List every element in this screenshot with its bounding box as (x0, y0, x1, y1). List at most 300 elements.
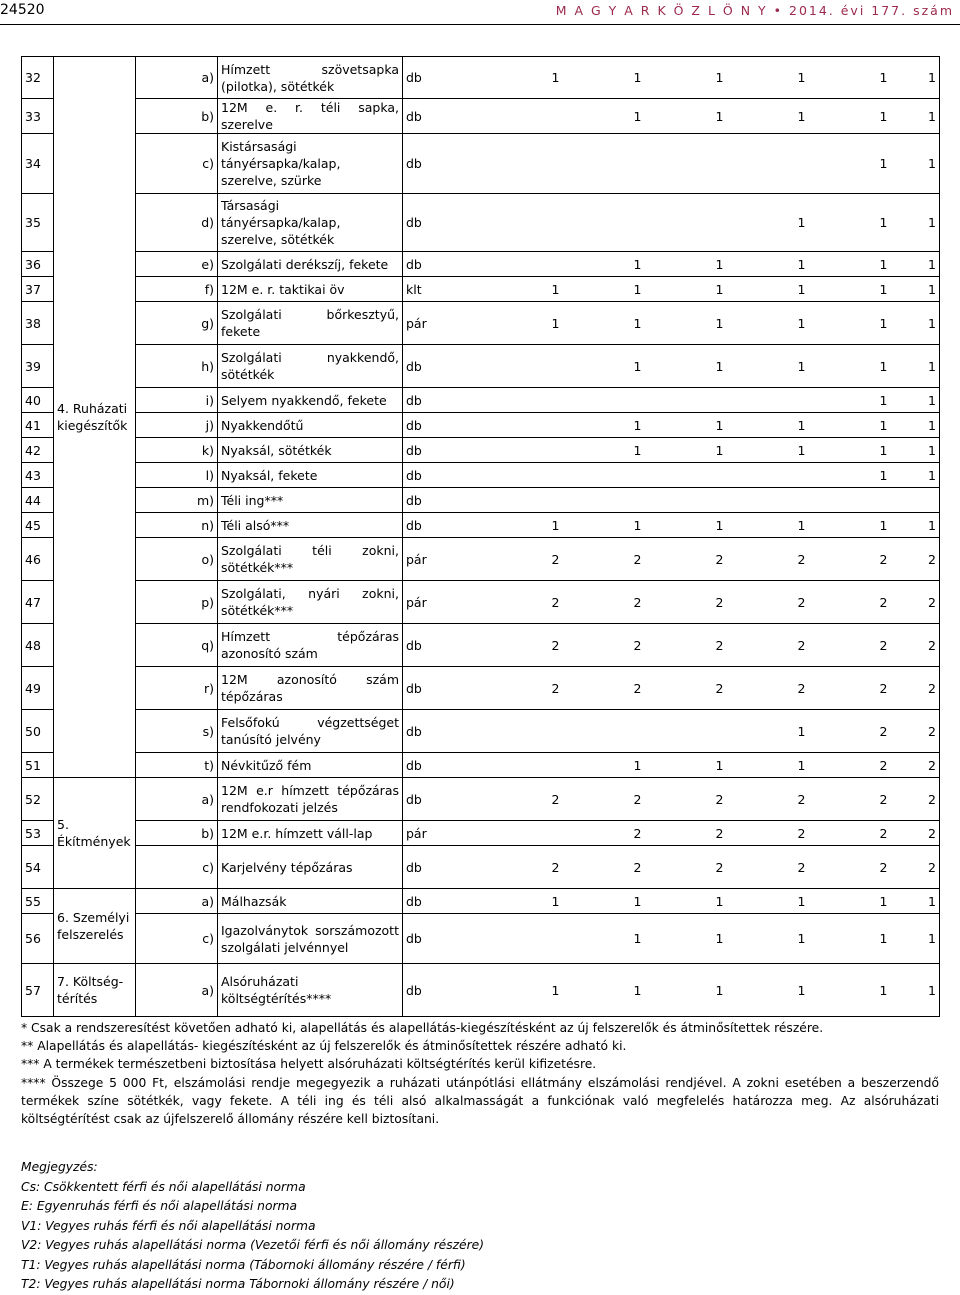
norm-quantity: 1 (563, 277, 645, 302)
norm-quantity: 1 (645, 345, 727, 388)
item-unit: db (403, 388, 481, 413)
table-body (22, 57, 940, 1017)
row-number: 44 (22, 488, 54, 513)
norm-quantity: 1 (809, 388, 891, 413)
row-number: 43 (22, 463, 54, 488)
item-description: Szolgálati, nyári zokni, sötétkék*** (218, 581, 403, 624)
norm-quantity (645, 463, 727, 488)
norm-quantity: 1 (809, 914, 891, 964)
item-letter: b) (136, 99, 218, 134)
norm-quantity: 1 (645, 277, 727, 302)
norm-quantity: 2 (645, 624, 727, 667)
item-description: Alsóruházati költségtérítés**** (218, 964, 403, 1017)
item-letter: i) (136, 388, 218, 413)
item-description: Névkitűző fém (218, 753, 403, 778)
norm-quantity: 1 (809, 252, 891, 277)
item-description: Hímzett szövetsapka (pilotka), sötétkék (218, 57, 403, 99)
table-row (22, 513, 940, 538)
norm-quantity (563, 388, 645, 413)
norm-quantity: 1 (809, 345, 891, 388)
norm-quantity: 1 (727, 710, 809, 753)
item-letter: g) (136, 302, 218, 345)
item-unit: pár (403, 581, 481, 624)
norm-quantity (727, 463, 809, 488)
norm-quantity (563, 134, 645, 194)
table-row (22, 778, 940, 821)
row-number: 56 (22, 914, 54, 964)
table-row (22, 581, 940, 624)
norm-quantity: 2 (891, 821, 940, 846)
footnote-2: ** Alapellátás és alapellátás- kiegészítésként az új felszerelők és átminősítettek részére adható ki. (21, 1039, 627, 1054)
norm-quantity: 2 (563, 667, 645, 710)
norm-quantity: 1 (891, 438, 940, 463)
norm-quantity: 1 (563, 438, 645, 463)
item-unit: db (403, 413, 481, 438)
norm-quantity: 1 (645, 57, 727, 99)
row-number: 35 (22, 194, 54, 252)
norm-quantity: 1 (645, 99, 727, 134)
norm-quantity (481, 413, 563, 438)
item-description: Szolgálati bőrkesztyű, fekete (218, 302, 403, 345)
remark-item: V2: Vegyes ruhás alapellátási norma (Vezetői férfi és női állomány részére) (21, 1238, 485, 1252)
remark-item: T1: Vegyes ruhás alapellátási norma (Tábornoki állomány részére / férfi) (21, 1257, 466, 1272)
norm-quantity: 2 (727, 581, 809, 624)
row-number: 36 (22, 252, 54, 277)
norm-quantity: 1 (727, 753, 809, 778)
row-number: 39 (22, 345, 54, 388)
item-letter: c) (136, 914, 218, 964)
norm-quantity: 1 (481, 302, 563, 345)
norm-quantity: 1 (809, 277, 891, 302)
norm-quantity: 1 (809, 99, 891, 134)
norm-quantity (563, 194, 645, 252)
norm-quantity: 1 (891, 277, 940, 302)
norm-quantity: 1 (891, 889, 940, 914)
table-row (22, 99, 940, 134)
norm-quantity: 1 (727, 438, 809, 463)
item-letter: k) (136, 438, 218, 463)
norm-quantity: 1 (727, 252, 809, 277)
row-number: 57 (22, 964, 54, 1017)
norm-quantity: 1 (727, 57, 809, 99)
norm-quantity: 1 (891, 413, 940, 438)
footnote-4: **** Összege 5 000 Ft, elszámolási rendje megegyezik a ruházati utánpótlási ellátmány elszámolási rendjével. A zokni esetében a beszerzendő termékek színe sötétkék, vagy fekete. A téli ing és téli alsó alkalmasságát a funkciónak való megfelelés határozza meg. Az alsóruházati költségtérítést csak az újfelszerelő állomány részére kell biztosítani. (21, 1075, 939, 1127)
norm-quantity (481, 710, 563, 753)
item-letter: j) (136, 413, 218, 438)
norm-quantity: 2 (481, 581, 563, 624)
item-description: Nyakkendőtű (218, 413, 403, 438)
item-letter: d) (136, 194, 218, 252)
norm-quantity (645, 488, 727, 513)
table-row (22, 134, 940, 194)
norm-quantity (481, 438, 563, 463)
norm-quantity: 1 (891, 302, 940, 345)
norm-quantity: 2 (645, 778, 727, 821)
norm-quantity: 1 (809, 194, 891, 252)
norm-quantity: 1 (891, 964, 940, 1017)
table-row (22, 538, 940, 581)
item-letter: t) (136, 753, 218, 778)
norm-quantity: 1 (563, 964, 645, 1017)
norm-quantity: 2 (563, 778, 645, 821)
group-name: 5. Ékítmények (54, 778, 136, 889)
norm-quantity: 2 (809, 753, 891, 778)
norm-quantity: 2 (809, 667, 891, 710)
norm-quantity: 2 (645, 667, 727, 710)
item-letter: a) (136, 889, 218, 914)
item-description: Málhazsák (218, 889, 403, 914)
item-description: Nyaksál, fekete (218, 463, 403, 488)
norm-quantity: 1 (891, 194, 940, 252)
norm-quantity: 1 (481, 889, 563, 914)
table-row (22, 624, 940, 667)
norm-quantity: 2 (481, 778, 563, 821)
norm-quantity: 2 (809, 846, 891, 889)
norm-quantity (481, 252, 563, 277)
row-number: 52 (22, 778, 54, 821)
row-number: 53 (22, 821, 54, 846)
norm-quantity: 1 (563, 345, 645, 388)
item-unit: db (403, 99, 481, 134)
item-unit: db (403, 914, 481, 964)
table-row (22, 821, 940, 846)
row-number: 55 (22, 889, 54, 914)
item-description: Társasági tányérsapka/kalap, szerelve, sötétkék (218, 194, 403, 252)
row-number: 33 (22, 99, 54, 134)
norm-quantity: 1 (563, 302, 645, 345)
norm-quantity: 1 (563, 57, 645, 99)
norm-quantity (563, 488, 645, 513)
norm-quantity (645, 134, 727, 194)
footnote-3: *** A termékek természetbeni biztosítása helyett alsóruházati költségtérítés kerül kifizetésre. (21, 1057, 597, 1072)
row-number: 45 (22, 513, 54, 538)
norm-quantity (563, 463, 645, 488)
norm-quantity: 1 (481, 513, 563, 538)
row-number: 32 (22, 57, 54, 99)
remark-item: V1: Vegyes ruhás férfi és női alapellátási norma (21, 1218, 316, 1233)
norm-quantity: 1 (809, 438, 891, 463)
norm-quantity: 2 (481, 846, 563, 889)
norm-quantity: 1 (727, 277, 809, 302)
item-description: Igazolványtok sorszámozott szolgálati jelvénnyel (218, 914, 403, 964)
norm-quantity: 1 (891, 57, 940, 99)
norm-quantity: 1 (891, 914, 940, 964)
item-unit: db (403, 194, 481, 252)
item-unit: db (403, 624, 481, 667)
item-unit: db (403, 252, 481, 277)
remark-item: E: Egyenruhás férfi és női alapellátási norma (21, 1199, 298, 1213)
table-row (22, 302, 940, 345)
item-letter: f) (136, 277, 218, 302)
norm-quantity: 1 (563, 889, 645, 914)
header-divider (0, 24, 960, 25)
item-letter: o) (136, 538, 218, 581)
item-letter: a) (136, 778, 218, 821)
norm-quantity (481, 345, 563, 388)
row-number: 37 (22, 277, 54, 302)
norm-quantity (891, 488, 940, 513)
norm-quantity: 1 (645, 964, 727, 1017)
item-letter: a) (136, 57, 218, 99)
norm-quantity: 2 (727, 538, 809, 581)
table-row (22, 914, 940, 964)
item-letter: n) (136, 513, 218, 538)
item-description: Selyem nyakkendő, fekete (218, 388, 403, 413)
norm-quantity: 2 (891, 624, 940, 667)
item-description: Szolgálati téli zokni, sötétkék*** (218, 538, 403, 581)
norm-quantity: 1 (645, 889, 727, 914)
norm-quantity: 2 (891, 710, 940, 753)
norm-quantity (481, 488, 563, 513)
norm-quantity: 2 (481, 667, 563, 710)
journal-header: M A G Y A R K Ö Z L Ö N Y • 2014. évi 177. szám (555, 3, 954, 18)
item-description: Nyaksál, sötétkék (218, 438, 403, 463)
norm-quantity (481, 388, 563, 413)
item-description: Hímzett tépőzáras azonosító szám (218, 624, 403, 667)
norm-quantity: 2 (891, 846, 940, 889)
norm-quantity: 2 (563, 821, 645, 846)
norm-quantity (563, 710, 645, 753)
item-unit: db (403, 667, 481, 710)
item-unit: db (403, 513, 481, 538)
norm-quantity: 1 (727, 194, 809, 252)
norm-quantity: 2 (645, 821, 727, 846)
item-description: Szolgálati derékszíj, fekete (218, 252, 403, 277)
item-letter: q) (136, 624, 218, 667)
item-unit: db (403, 345, 481, 388)
item-unit: db (403, 488, 481, 513)
item-unit: db (403, 964, 481, 1017)
item-description: 12M azonosító szám tépőzáras (218, 667, 403, 710)
footnote-1: * Csak a rendszeresítést követően adható ki, alapellátás és alapellátás-kiegészítésként az új felszerelők és átminősítettek részére. (21, 1021, 824, 1035)
table-row (22, 194, 940, 252)
norm-quantity: 1 (645, 438, 727, 463)
item-unit: db (403, 57, 481, 99)
norm-quantity: 2 (809, 538, 891, 581)
table-row (22, 413, 940, 438)
item-description: Kistársasági tányérsapka/kalap, szerelve, szürke (218, 134, 403, 194)
norm-quantity: 1 (563, 252, 645, 277)
item-unit: db (403, 753, 481, 778)
item-description: Karjelvény tépőzáras (218, 846, 403, 889)
item-unit: klt (403, 277, 481, 302)
norm-quantity: 2 (891, 667, 940, 710)
row-number: 40 (22, 388, 54, 413)
norm-quantity: 2 (727, 846, 809, 889)
norm-quantity: 1 (645, 753, 727, 778)
row-number: 54 (22, 846, 54, 889)
norm-quantity: 1 (891, 99, 940, 134)
item-description: 12M e.r hímzett tépőzáras rendfokozati jelzés (218, 778, 403, 821)
table-row (22, 846, 940, 889)
row-number: 48 (22, 624, 54, 667)
norm-quantity: 1 (727, 302, 809, 345)
item-letter: r) (136, 667, 218, 710)
norm-quantity: 1 (645, 513, 727, 538)
item-letter: h) (136, 345, 218, 388)
norm-quantity (727, 488, 809, 513)
norm-quantity: 2 (563, 624, 645, 667)
table-row (22, 345, 940, 388)
norm-quantity (481, 194, 563, 252)
item-unit: db (403, 889, 481, 914)
item-unit: db (403, 846, 481, 889)
norm-quantity (645, 710, 727, 753)
norm-quantity: 1 (563, 914, 645, 964)
table-row (22, 710, 940, 753)
norm-quantity: 1 (809, 964, 891, 1017)
norm-quantity (481, 821, 563, 846)
item-unit: pár (403, 538, 481, 581)
table-row (22, 57, 940, 99)
norm-quantity: 1 (727, 513, 809, 538)
remarks (21, 1158, 939, 1295)
table-row (22, 964, 940, 1017)
table-row (22, 488, 940, 513)
norm-quantity: 2 (809, 821, 891, 846)
norm-quantity: 2 (645, 581, 727, 624)
row-number: 49 (22, 667, 54, 710)
norm-quantity: 2 (645, 846, 727, 889)
equipment-table (21, 56, 940, 1017)
norm-quantity (727, 134, 809, 194)
item-letter: p) (136, 581, 218, 624)
norm-quantity: 2 (809, 624, 891, 667)
page-number: 24520 (0, 2, 45, 18)
table-row (22, 889, 940, 914)
item-description: 12M e.r. hímzett váll-lap (218, 821, 403, 846)
item-letter: a) (136, 964, 218, 1017)
group-name: 7. Költség-térítés (54, 964, 136, 1017)
table-row (22, 667, 940, 710)
norm-quantity: 1 (809, 413, 891, 438)
norm-quantity: 2 (891, 538, 940, 581)
item-description: Felsőfokú végzettséget tanúsító jelvény (218, 710, 403, 753)
norm-quantity: 1 (809, 134, 891, 194)
norm-quantity: 1 (891, 252, 940, 277)
norm-quantity: 1 (891, 345, 940, 388)
norm-quantity: 2 (809, 581, 891, 624)
norm-quantity: 2 (563, 846, 645, 889)
norm-quantity (481, 99, 563, 134)
norm-quantity: 1 (891, 388, 940, 413)
norm-quantity: 1 (809, 57, 891, 99)
item-letter: b) (136, 821, 218, 846)
item-letter: c) (136, 134, 218, 194)
item-unit: db (403, 463, 481, 488)
table-row (22, 252, 940, 277)
norm-quantity: 2 (891, 581, 940, 624)
norm-quantity (481, 134, 563, 194)
norm-quantity: 1 (645, 252, 727, 277)
norm-quantity: 2 (727, 667, 809, 710)
norm-quantity (481, 463, 563, 488)
norm-quantity: 2 (809, 778, 891, 821)
norm-quantity: 2 (645, 538, 727, 581)
norm-quantity: 1 (809, 513, 891, 538)
norm-quantity: 1 (563, 99, 645, 134)
row-number: 47 (22, 581, 54, 624)
row-number: 51 (22, 753, 54, 778)
row-number: 50 (22, 710, 54, 753)
item-unit: pár (403, 302, 481, 345)
norm-quantity: 1 (563, 413, 645, 438)
norm-quantity: 2 (727, 778, 809, 821)
norm-quantity: 2 (727, 821, 809, 846)
table-row (22, 388, 940, 413)
norm-quantity: 2 (563, 581, 645, 624)
norm-quantity: 1 (481, 964, 563, 1017)
item-letter: c) (136, 846, 218, 889)
item-unit: db (403, 710, 481, 753)
norm-quantity: 2 (481, 624, 563, 667)
norm-quantity: 1 (727, 413, 809, 438)
item-description: 12M e. r. téli sapka, szerelve (218, 99, 403, 134)
norm-quantity: 1 (727, 964, 809, 1017)
norm-quantity (645, 388, 727, 413)
item-unit: db (403, 778, 481, 821)
norm-quantity: 2 (891, 778, 940, 821)
norm-quantity (645, 194, 727, 252)
item-unit: pár (403, 821, 481, 846)
norm-quantity: 1 (645, 914, 727, 964)
table-row (22, 463, 940, 488)
norm-quantity: 2 (727, 624, 809, 667)
norm-quantity: 1 (727, 914, 809, 964)
row-number: 46 (22, 538, 54, 581)
norm-quantity: 1 (891, 463, 940, 488)
table-row (22, 438, 940, 463)
table-row (22, 277, 940, 302)
item-letter: e) (136, 252, 218, 277)
norm-quantity: 1 (727, 345, 809, 388)
norm-quantity: 1 (809, 889, 891, 914)
item-description: Szolgálati nyakkendő, sötétkék (218, 345, 403, 388)
norm-quantity: 1 (891, 513, 940, 538)
norm-quantity: 1 (563, 753, 645, 778)
norm-quantity: 2 (481, 538, 563, 581)
norm-quantity: 1 (481, 277, 563, 302)
norm-quantity: 1 (809, 302, 891, 345)
row-number: 41 (22, 413, 54, 438)
item-unit: db (403, 438, 481, 463)
norm-quantity: 1 (645, 413, 727, 438)
remark-item: T2: Vegyes ruhás alapellátási norma Tábornoki állomány részére / női) (21, 1277, 455, 1291)
norm-quantity: 2 (563, 538, 645, 581)
table-row (22, 753, 940, 778)
item-letter: l) (136, 463, 218, 488)
row-number: 42 (22, 438, 54, 463)
item-letter: s) (136, 710, 218, 753)
remarks-title: Megjegyzés: (21, 1160, 98, 1174)
norm-quantity: 1 (727, 99, 809, 134)
item-description: 12M e. r. taktikai öv (218, 277, 403, 302)
remark-item: Cs: Csökkentett férfi és női alapellátási norma (21, 1179, 306, 1194)
item-unit: db (403, 134, 481, 194)
norm-quantity: 2 (891, 753, 940, 778)
item-letter: m) (136, 488, 218, 513)
group-name: 4. Ruházati kiegészítők (54, 57, 136, 778)
row-number: 38 (22, 302, 54, 345)
item-description: Téli ing*** (218, 488, 403, 513)
norm-quantity (481, 753, 563, 778)
norm-quantity (809, 488, 891, 513)
norm-quantity (481, 914, 563, 964)
norm-quantity: 1 (563, 513, 645, 538)
row-number: 34 (22, 134, 54, 194)
norm-quantity: 2 (809, 710, 891, 753)
group-name: 6. Személyi felszerelés (54, 889, 136, 964)
